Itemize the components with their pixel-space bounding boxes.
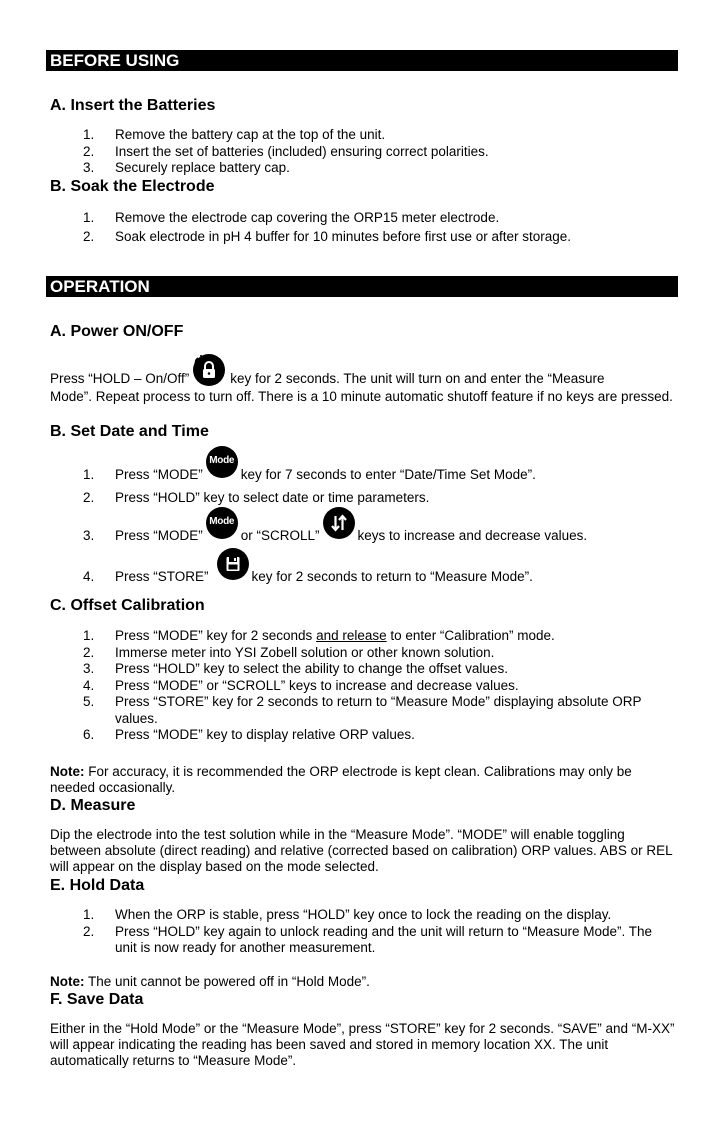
power-instruction-text: Mode”. Repeat process to turn off. There is a 10 minute automatic shutoff feature if no keys are pressed. — [50, 389, 673, 404]
list-item: 2. Immerse meter into YSI Zobell solution or other known solution. — [83, 644, 495, 660]
note-accuracy: Note: For accuracy, it is recommended the ORP electrode is kept clean. Calibrations may only be needed occasionally. — [50, 764, 632, 795]
list-item: 4. Press “MODE” or “SCROLL” keys to increase and decrease values. — [83, 677, 519, 693]
scroll-key-icon — [323, 507, 355, 539]
list-item: 1. Remove the battery cap at the top of the unit. — [83, 127, 386, 142]
list-item: 2. Press “HOLD” key again to unlock reading and the unit will return to “Measure Mode”. The unit is now ready for another measurement. — [83, 923, 653, 955]
list-item: 1. Press “MODE” key for 2 seconds and release to enter “Calibration” mode. — [83, 628, 555, 643]
up-down-arrows-icon — [323, 507, 355, 539]
date-step-1: 1. Press “MODE” Mode key for 7 seconds to enter “Date/Time Set Mode”. — [83, 446, 536, 482]
power-instruction-line: Press “HOLD – On/Off” key for 2 seconds. The unit will turn on and enter the “Measure — [50, 354, 605, 386]
heading-soak-electrode: B. Soak the Electrode — [50, 178, 215, 195]
store-key-icon — [217, 548, 249, 580]
list-item: 3. Securely replace battery cap. — [83, 160, 290, 175]
heading-save-data: F. Save Data — [50, 991, 144, 1008]
list-hold-data — [83, 907, 683, 957]
lock-icon — [193, 354, 225, 386]
hold-power-key-icon — [193, 354, 225, 386]
list-item: 2. Soak electrode in pH 4 buffer for 10 minutes before first use or after storage. — [83, 229, 571, 244]
date-step-2: 2. Press “HOLD” key to select date or time parameters. — [83, 490, 430, 505]
list-item: 5. Press “STORE” key for 2 seconds to return to “Measure Mode” displaying absolute ORP values. — [83, 694, 642, 726]
mode-key-icon: Mode — [206, 507, 238, 539]
list-offset-calibration — [83, 628, 683, 744]
section-bar-operation: OPERATION — [46, 276, 678, 297]
list-item: 3. Press “HOLD” key to select the ability to change the offset values. — [83, 661, 508, 676]
save-data-text: Either in the “Hold Mode” or the “Measure Mode”, press “STORE” key for 2 seconds. “SAVE” and “M-XX” will appear indicating the reading has been saved and stored in memory location XX. The unit automatically returns to “Measure Mode”. — [50, 1021, 675, 1068]
heading-measure: D. Measure — [50, 797, 136, 814]
note-hold-mode: Note: The unit cannot be powered off in “Hold Mode”. — [50, 974, 370, 989]
heading-hold-data: E. Hold Data — [50, 877, 145, 894]
list-item: 2. Insert the set of batteries (included) ensuring correct polarities. — [83, 143, 489, 159]
heading-insert-batteries: A. Insert the Batteries — [50, 97, 216, 114]
list-soak-electrode — [83, 208, 683, 246]
date-step-3: 3. Press “MODE” Mode or “SCROLL” keys to increase and decrease values. — [83, 507, 587, 543]
heading-power-on-off: A. Power ON/OFF — [50, 323, 184, 340]
list-insert-batteries — [83, 127, 683, 177]
list-item: 6. Press “MODE” key to display relative ORP values. — [83, 727, 415, 742]
heading-offset-calibration: C. Offset Calibration — [50, 597, 205, 614]
mode-key-icon: Mode — [206, 446, 238, 478]
heading-set-date-time: B. Set Date and Time — [50, 423, 209, 440]
floppy-disk-icon — [217, 548, 249, 580]
date-step-4: 4. Press “STORE” key for 2 seconds to return to “Measure Mode”. — [83, 548, 533, 584]
measure-text: Dip the electrode into the test solution while in the “Measure Mode”. “MODE” will enable toggling between absolute (direct reading) and relative (corrected based on calibration) ORP values. ABS or REL will appear on the display based on the mode selected. — [50, 827, 673, 874]
list-item: 1. Remove the electrode cap covering the ORP15 meter electrode. — [83, 210, 500, 225]
list-item: 1. When the ORP is stable, press “HOLD” key once to lock the reading on the display. — [83, 907, 612, 922]
section-bar-before-using: BEFORE USING — [46, 50, 678, 71]
